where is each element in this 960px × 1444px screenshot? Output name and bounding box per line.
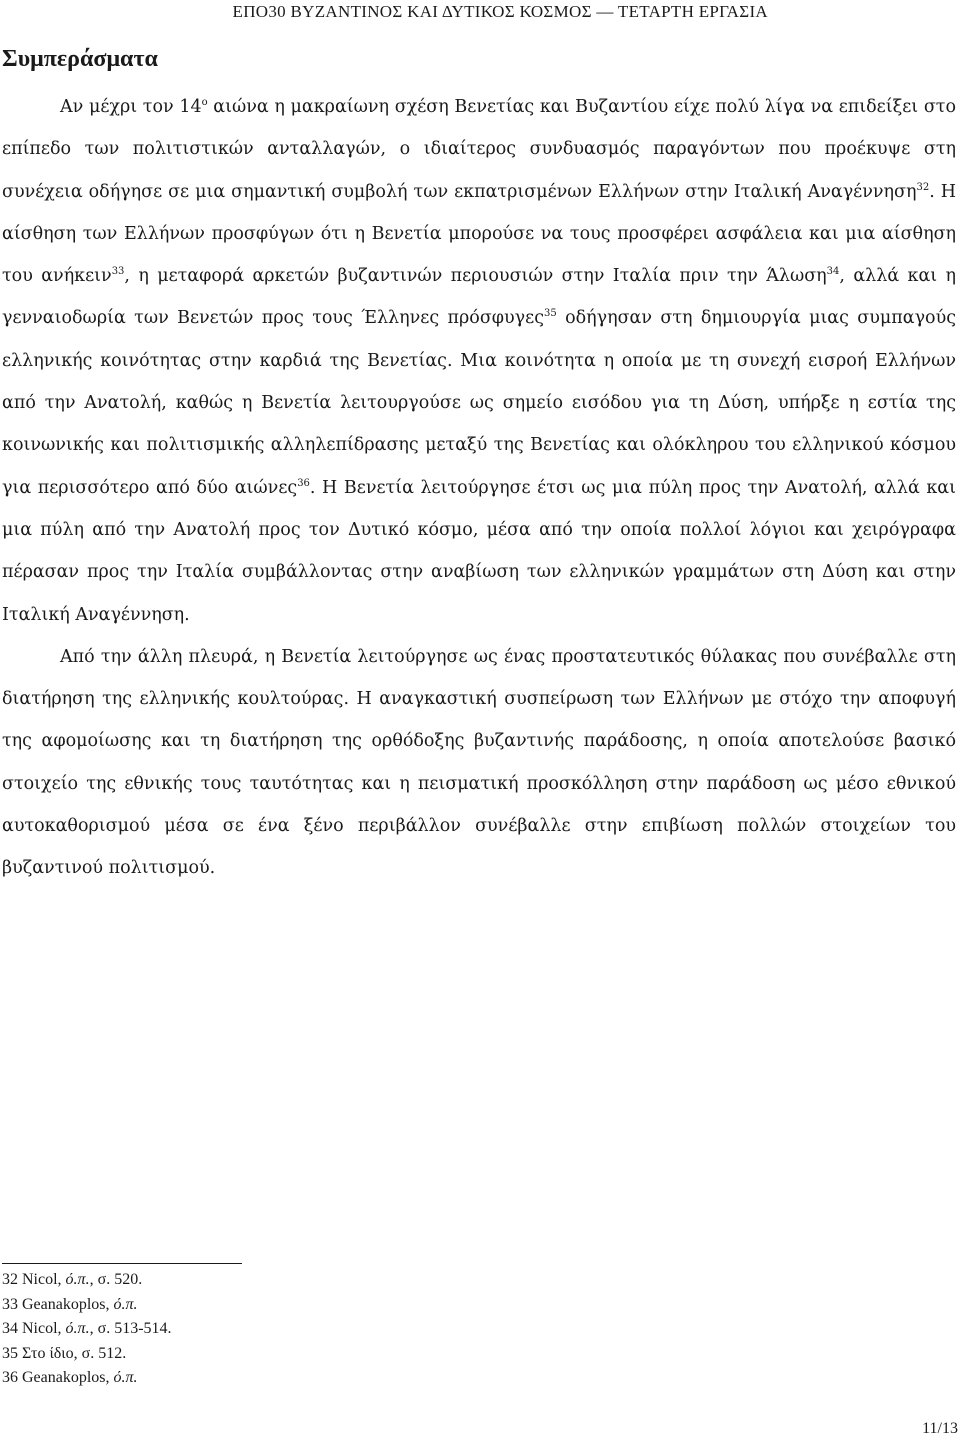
footnote-ref-35: 35 — [544, 308, 557, 320]
paragraph-1 — [2, 86, 956, 636]
ordinal-suffix: ο — [201, 97, 208, 109]
footnote-number: 35 — [2, 1344, 18, 1362]
footnote-number: 34 — [2, 1320, 18, 1338]
paragraph-1-text-5: , αλλά και η γενναιοδωρία των Βενετών προς τους Έλληνες πρόσφυγες — [2, 266, 956, 329]
paragraph-1-text-7: . Η Βενετία λειτούργησε έτσι ως μια πύλη προς την Ανατολή, αλλά και μια πύλη από την Ανατολή προς τον Δυτικό κόσμο, μέσα από την οποία πολλοί λόγιοι και χειρόγραφα πέρασαν προς την Ιταλία συμβάλλοντας στην αναβίωση των ελληνικών γραμμάτων στη Δύση και στην Ιταλική Αναγέννηση. — [2, 477, 956, 625]
footnote-ref-36: 36 — [297, 477, 310, 489]
page-number: 11/13 — [922, 1420, 958, 1437]
footnote — [2, 1366, 602, 1391]
paragraph-1-text-2: αιώνα η μακραίωνη σχέση Βενετίας και Βυζαντίου είχε πολύ λίγα να επιδείξει στο επίπεδο των πολιτιστικών ανταλλαγών, ο ιδιαίτερος συνδυασμός παραγόντων που προέκυψε στη συνέχεια οδήγησε σε μια σημαντική συμβολή των εκπατρισμένων Ελλήνων στην Ιταλική Αναγέννηση — [2, 97, 956, 202]
footnote-abbreviation: ό.π. — [113, 1295, 138, 1313]
footnote-author: Nicol, — [22, 1320, 66, 1338]
footnote — [2, 1268, 602, 1293]
paragraph-2: Από την άλλη πλευρά, η Βενετία λειτούργησε ως ένας προστατευτικός θύλακας που συνέβαλλε στη διατήρηση της ελληνικής κουλτούρας. Η αναγκαστική συσπείρωση των Ελλήνων με στόχο την αποφυγή της αφομοίωσης και τη διατήρηση της ορθόδοξης βυζαντινής παράδοσης, η οποία αποτελούσε βασικό στοιχείο της εθνικής τους ταυτότητας και η πεισματική προσκόλληση στην παράδοση ως μέσο εθνικού αυτοκαθορισμού μέσα σε ένα ξένο περιβάλλον συνέβαλλε στην επιβίωση πολλών στοιχείων του βυζαντινού πολιτισμού. — [2, 646, 956, 879]
footnote-separator — [2, 1263, 242, 1264]
paragraph-1-text-3: . Η αίσθηση των Ελλήνων προσφύγων ότι η Βενετία μπορούσε να τους προσφέρει ασφάλεια και μια αίσθηση του ανήκειν — [2, 181, 956, 287]
footnote-abbreviation: ό.π. — [65, 1271, 90, 1288]
footnote-ref-34: 34 — [826, 266, 840, 278]
footnote-rest: , σ. 520. — [89, 1271, 143, 1288]
running-header: ΕΠΟ30 ΒΥΖΑΝΤΙΝΟΣ ΚΑΙ ΔΥΤΙΚΟΣ ΚΟΣΜΟΣ — ΤΕΤΑΡΤΗ ΕΡΓΑΣΙΑ — [232, 2, 768, 21]
footnote-author: Geanakoplos, — [22, 1369, 114, 1387]
footnote — [2, 1342, 602, 1367]
paragraph-1-text-6: οδήγησαν στη δημιουργία μιας συμπαγούς ελληνικής κοινότητας στην καρδιά της Βενετίας. Μια κοινότητα η οποία με τη συνεχή εισροή Ελλήνων από την Ανατολή, καθώς η Βενετία λειτουργούσε ως σημείο εισόδου για τη Δύση, υπήρξε η εστία της κοινωνικής και πολιτισμικής αλληλεπίδρασης μεταξύ της Βενετίας και ολόκληρου του ελληνικού κόσμου για περισσότερο από δύο αιώνες — [2, 308, 957, 498]
footnote — [2, 1317, 602, 1342]
footnote-ref-32: 32 — [916, 181, 930, 193]
footnote-number: 32 — [2, 1271, 18, 1288]
paragraph-1-text-4: , η μεταφορά αρκετών βυζαντινών περιουσιών στην Ιταλία πριν την Άλωση — [124, 266, 827, 287]
footnotes — [2, 1268, 602, 1391]
footnote-abbreviation: ό.π. — [65, 1320, 90, 1338]
footnote-author: Nicol, — [22, 1271, 66, 1288]
section-title: Συμπεράσματα — [2, 46, 158, 72]
footnote-author: Geanakoplos, — [22, 1295, 114, 1313]
footnote-author: Στο ίδιο, σ. 512. — [22, 1344, 127, 1362]
footnote-abbreviation: ό.π. — [113, 1369, 138, 1387]
body-text — [2, 86, 956, 890]
footnote — [2, 1293, 602, 1318]
footnote-number: 36 — [2, 1369, 18, 1387]
footnote-number: 33 — [2, 1295, 18, 1313]
footnote-ref-33: 33 — [111, 266, 125, 278]
footnote-rest: , σ. 513-514. — [89, 1320, 172, 1338]
paragraph-1-text-1: Αν μέχρι τον 14 — [60, 97, 202, 117]
